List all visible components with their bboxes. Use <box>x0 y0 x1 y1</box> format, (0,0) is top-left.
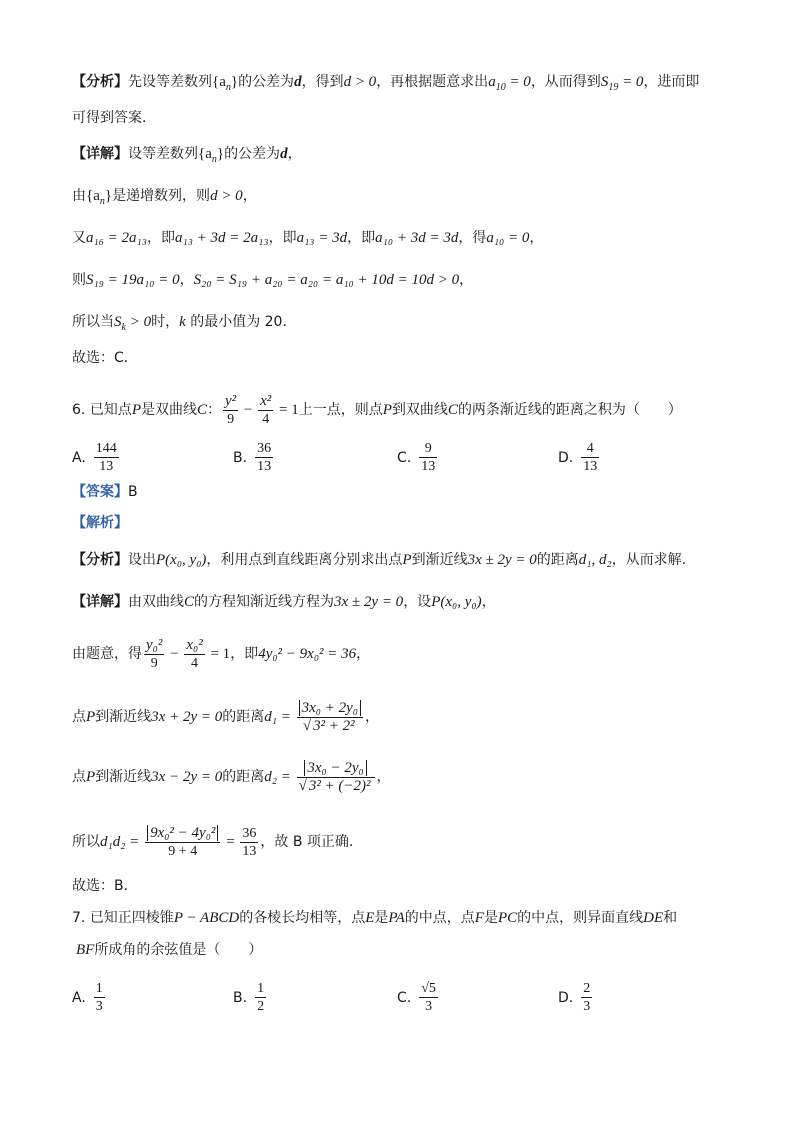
var-E: E <box>365 910 375 926</box>
var-C: C <box>196 402 207 418</box>
expr: a₁₃ + 3d = 2a₁₃ <box>174 230 269 246</box>
text: ： <box>207 402 221 418</box>
option-7d[interactable]: D. $\frac{2}{3}$ <box>558 981 591 1014</box>
text: 是 <box>483 910 498 926</box>
text: ， <box>481 594 496 610</box>
text: ，得 <box>458 230 487 246</box>
d-gt-0: d > 0 <box>210 188 243 204</box>
text: 由双曲线 <box>128 594 184 610</box>
text: ， <box>179 272 194 288</box>
text: 是递增数列，则 <box>112 188 211 204</box>
text: 到渐近线 <box>95 709 152 725</box>
text: 设出 <box>128 552 156 568</box>
d1: d₁ = <box>264 709 295 725</box>
text: ，故 B 项正确. <box>260 834 354 850</box>
seq-an: $\{a_n\}$ <box>198 146 225 165</box>
text: ，即 <box>230 646 259 662</box>
var-P: P <box>86 769 96 785</box>
text: ，即 <box>146 230 175 246</box>
text: ， <box>459 272 474 288</box>
line-so-q5 <box>72 312 296 332</box>
question-number: 7. <box>72 910 90 926</box>
answer-line-6 <box>72 482 138 502</box>
analysis-q6 <box>72 550 686 570</box>
text: ，再根据题意求出 <box>376 74 489 90</box>
answer-q5 <box>72 348 138 368</box>
text: 的距离 <box>222 709 265 725</box>
expr: a₁₆ = 2a₁₃ <box>86 230 147 246</box>
analysis-q5-line2 <box>72 108 156 128</box>
frac-y0: $\frac{\text{y₀²}}{9}$ <box>146 636 163 671</box>
detail-q5-line1 <box>72 144 302 164</box>
jiexi-line-6 <box>72 513 128 533</box>
text: 所以 <box>72 834 100 850</box>
text: 由题意，得 <box>72 646 142 662</box>
seg-DE: DE <box>643 910 664 926</box>
seq-an: $\{a_n\}$ <box>212 74 239 93</box>
var-d: d <box>294 74 302 90</box>
d-gt-0: d > 0 <box>343 74 377 90</box>
text: ， <box>242 188 257 204</box>
detail-tag: 【详解】 <box>72 146 128 162</box>
text: 点 <box>72 769 86 785</box>
option-7b[interactable]: B. $\frac{1}{2}$ <box>233 981 265 1014</box>
text: 和 <box>663 910 678 926</box>
line2: 3x − 2y = 0 <box>151 769 223 785</box>
text: 已知正四棱锥 <box>89 910 174 926</box>
var-P: P <box>402 552 412 568</box>
frac-result: $\frac{36}{13}$ <box>242 825 257 859</box>
text: 是 <box>374 910 389 926</box>
var-k: k <box>179 314 186 330</box>
eq1: = 1 <box>275 402 299 418</box>
text: 到渐近线 <box>95 769 152 785</box>
question-number: 6. <box>72 402 90 418</box>
s19-eq-0: $S_{19} = 0$ <box>600 74 644 93</box>
seg-PC: PC <box>497 910 518 926</box>
asymptote: 3x ± 2y = 0 <box>467 552 537 568</box>
text: ， <box>356 646 371 662</box>
text: 的公差为 <box>224 146 281 162</box>
expr: a₁₃ = 3d <box>296 230 348 246</box>
text: 由 <box>72 188 86 204</box>
text: 点 <box>72 709 86 725</box>
text: 上一点，则点 <box>298 402 383 418</box>
var-P: P <box>382 402 392 418</box>
var-C: C <box>447 402 458 418</box>
answer-value: B <box>128 484 138 500</box>
text: ，从而得到 <box>530 74 601 90</box>
expr: S₂₀ = S₁₉ + a₂₀ = a₂₀ = a₁₀ + 10d = 10d > 0 <box>193 272 460 288</box>
eq1: = 1 <box>206 646 231 662</box>
option-6c[interactable]: C. $\frac{9}{13}$ <box>397 441 436 474</box>
text: ，即 <box>268 230 297 246</box>
text: ， <box>376 769 391 785</box>
option-6d[interactable]: D. $\frac{4}{13}$ <box>558 441 598 474</box>
detail-tag: 【详解】 <box>72 594 128 610</box>
expr: 4y₀² − 9x₀² = 36 <box>258 646 357 662</box>
text: ，利用点到直线距离分别求出点 <box>206 552 403 568</box>
text: ，即 <box>347 230 376 246</box>
text: 的两条渐近线的距离之积为（ ） <box>457 402 682 418</box>
text: 的中点，点 <box>404 910 475 926</box>
d2: d₂ = <box>264 769 295 785</box>
frac-x0: $\frac{\text{x₀²}}{4}$ <box>186 636 203 671</box>
line1: 3x + 2y = 0 <box>151 709 223 725</box>
text: 的公差为 <box>238 74 295 90</box>
minus: − <box>166 646 183 662</box>
eq: = <box>222 834 239 850</box>
frac-product: $\frac{\text{9x₀² − 4y₀²}}{9 + 4}$ <box>145 825 220 860</box>
var-C: C <box>184 594 195 610</box>
line-by <box>72 632 370 676</box>
text: ， <box>364 709 379 725</box>
text: 所以当 <box>72 314 114 330</box>
expr: S₁₉ = 19a₁₀ = 0 <box>86 272 180 288</box>
text: 先设等差数列 <box>128 74 212 90</box>
text: 又 <box>72 230 86 246</box>
text: 的距离 <box>536 552 579 568</box>
line-then <box>72 270 473 290</box>
text: 则 <box>72 272 86 288</box>
line-d2 <box>72 752 391 802</box>
text: 时， <box>151 314 180 330</box>
line-also <box>72 228 543 248</box>
text: 故选：C． <box>72 350 138 366</box>
frac-d1: $\frac{\text{3x₀ + 2y₀}}{\text{√ 3² + 2²}}$ <box>297 700 363 735</box>
text: 可得到答案． <box>72 110 156 126</box>
text: ， <box>529 230 544 246</box>
text: 的方程知渐近线方程为 <box>194 594 335 610</box>
d1d2: d₁d₂ = <box>100 834 144 850</box>
text: 已知点 <box>89 402 132 418</box>
d1-d2: d₁, d₂ <box>578 552 612 568</box>
point-P: P(x₀, y₀) <box>156 552 207 568</box>
text: 到渐近线 <box>411 552 468 568</box>
text: 是双曲线 <box>140 402 197 418</box>
option-6b[interactable]: B. $\frac{36}{13}$ <box>233 441 272 474</box>
option-7a[interactable]: A. $\frac{1}{3}$ <box>72 981 103 1014</box>
text: 所成角的余弦值是（ ） <box>94 942 263 958</box>
var-d: d <box>280 146 288 162</box>
text: 设等差数列 <box>128 146 198 162</box>
line-d1 <box>72 694 379 740</box>
seg-PA: PA <box>388 910 405 926</box>
analysis-q5-line1 <box>72 72 699 92</box>
question-6 <box>72 390 682 430</box>
asymptote: 3x ± 2y = 0 <box>334 594 404 610</box>
var-P: P <box>86 709 96 725</box>
a10-eq-0: $a_{10} = 0$ <box>488 74 531 93</box>
text: 故选：B． <box>72 878 138 894</box>
text: 的各棱长均相等，点 <box>239 910 366 926</box>
var-P: P <box>131 402 141 418</box>
text: 的距离 <box>222 769 265 785</box>
text: 到双曲线 <box>391 402 448 418</box>
text: ， <box>287 146 302 162</box>
expr: a₁₀ + 3d = 3d <box>375 230 459 246</box>
hyp-frac-y: $\frac{\text{y²}}{9}$ <box>225 392 237 427</box>
analysis-tag: 【分析】 <box>72 552 128 568</box>
minus: − <box>240 402 257 418</box>
text: ，得到 <box>301 74 344 90</box>
text: 的中点，则异面直线 <box>517 910 644 926</box>
point-P: P(x₀, y₀) <box>431 594 482 610</box>
text: 的最小值为 20． <box>185 314 297 330</box>
hyp-frac-x: $\frac{\text{x²}}{4}$ <box>260 392 272 427</box>
text: ，进而即 <box>643 74 700 90</box>
option-7c[interactable]: C. $\frac{√5}{3}$ <box>397 981 436 1014</box>
line-product <box>72 818 353 866</box>
question-7-line1 <box>72 908 677 928</box>
frac-d2: $\frac{\text{3x₀ − 2y₀}}{\text{√ 3² + (−2)²}}$ <box>297 760 375 795</box>
text: ，设 <box>403 594 432 610</box>
var-F: F <box>474 910 484 926</box>
jiexi-tag: 【解析】 <box>72 515 128 531</box>
line-increasing <box>72 186 257 206</box>
seq-an: $\{a_n\}$ <box>86 188 113 207</box>
option-6a[interactable]: A. $\frac{144}{13}$ <box>72 441 117 474</box>
detail-q6 <box>72 592 496 612</box>
seg-BF: BF <box>76 942 95 958</box>
question-7-line2 <box>76 940 262 960</box>
answer-tag: 【答案】 <box>72 484 128 500</box>
analysis-tag: 【分析】 <box>72 74 128 90</box>
answer-q6 <box>72 876 138 896</box>
text: ，从而求解. <box>611 552 687 568</box>
sk-gt-0: $S_k > 0$ <box>114 314 152 333</box>
expr: a₁₀ = 0 <box>486 230 530 246</box>
pyramid: P − ABCD <box>173 910 240 926</box>
